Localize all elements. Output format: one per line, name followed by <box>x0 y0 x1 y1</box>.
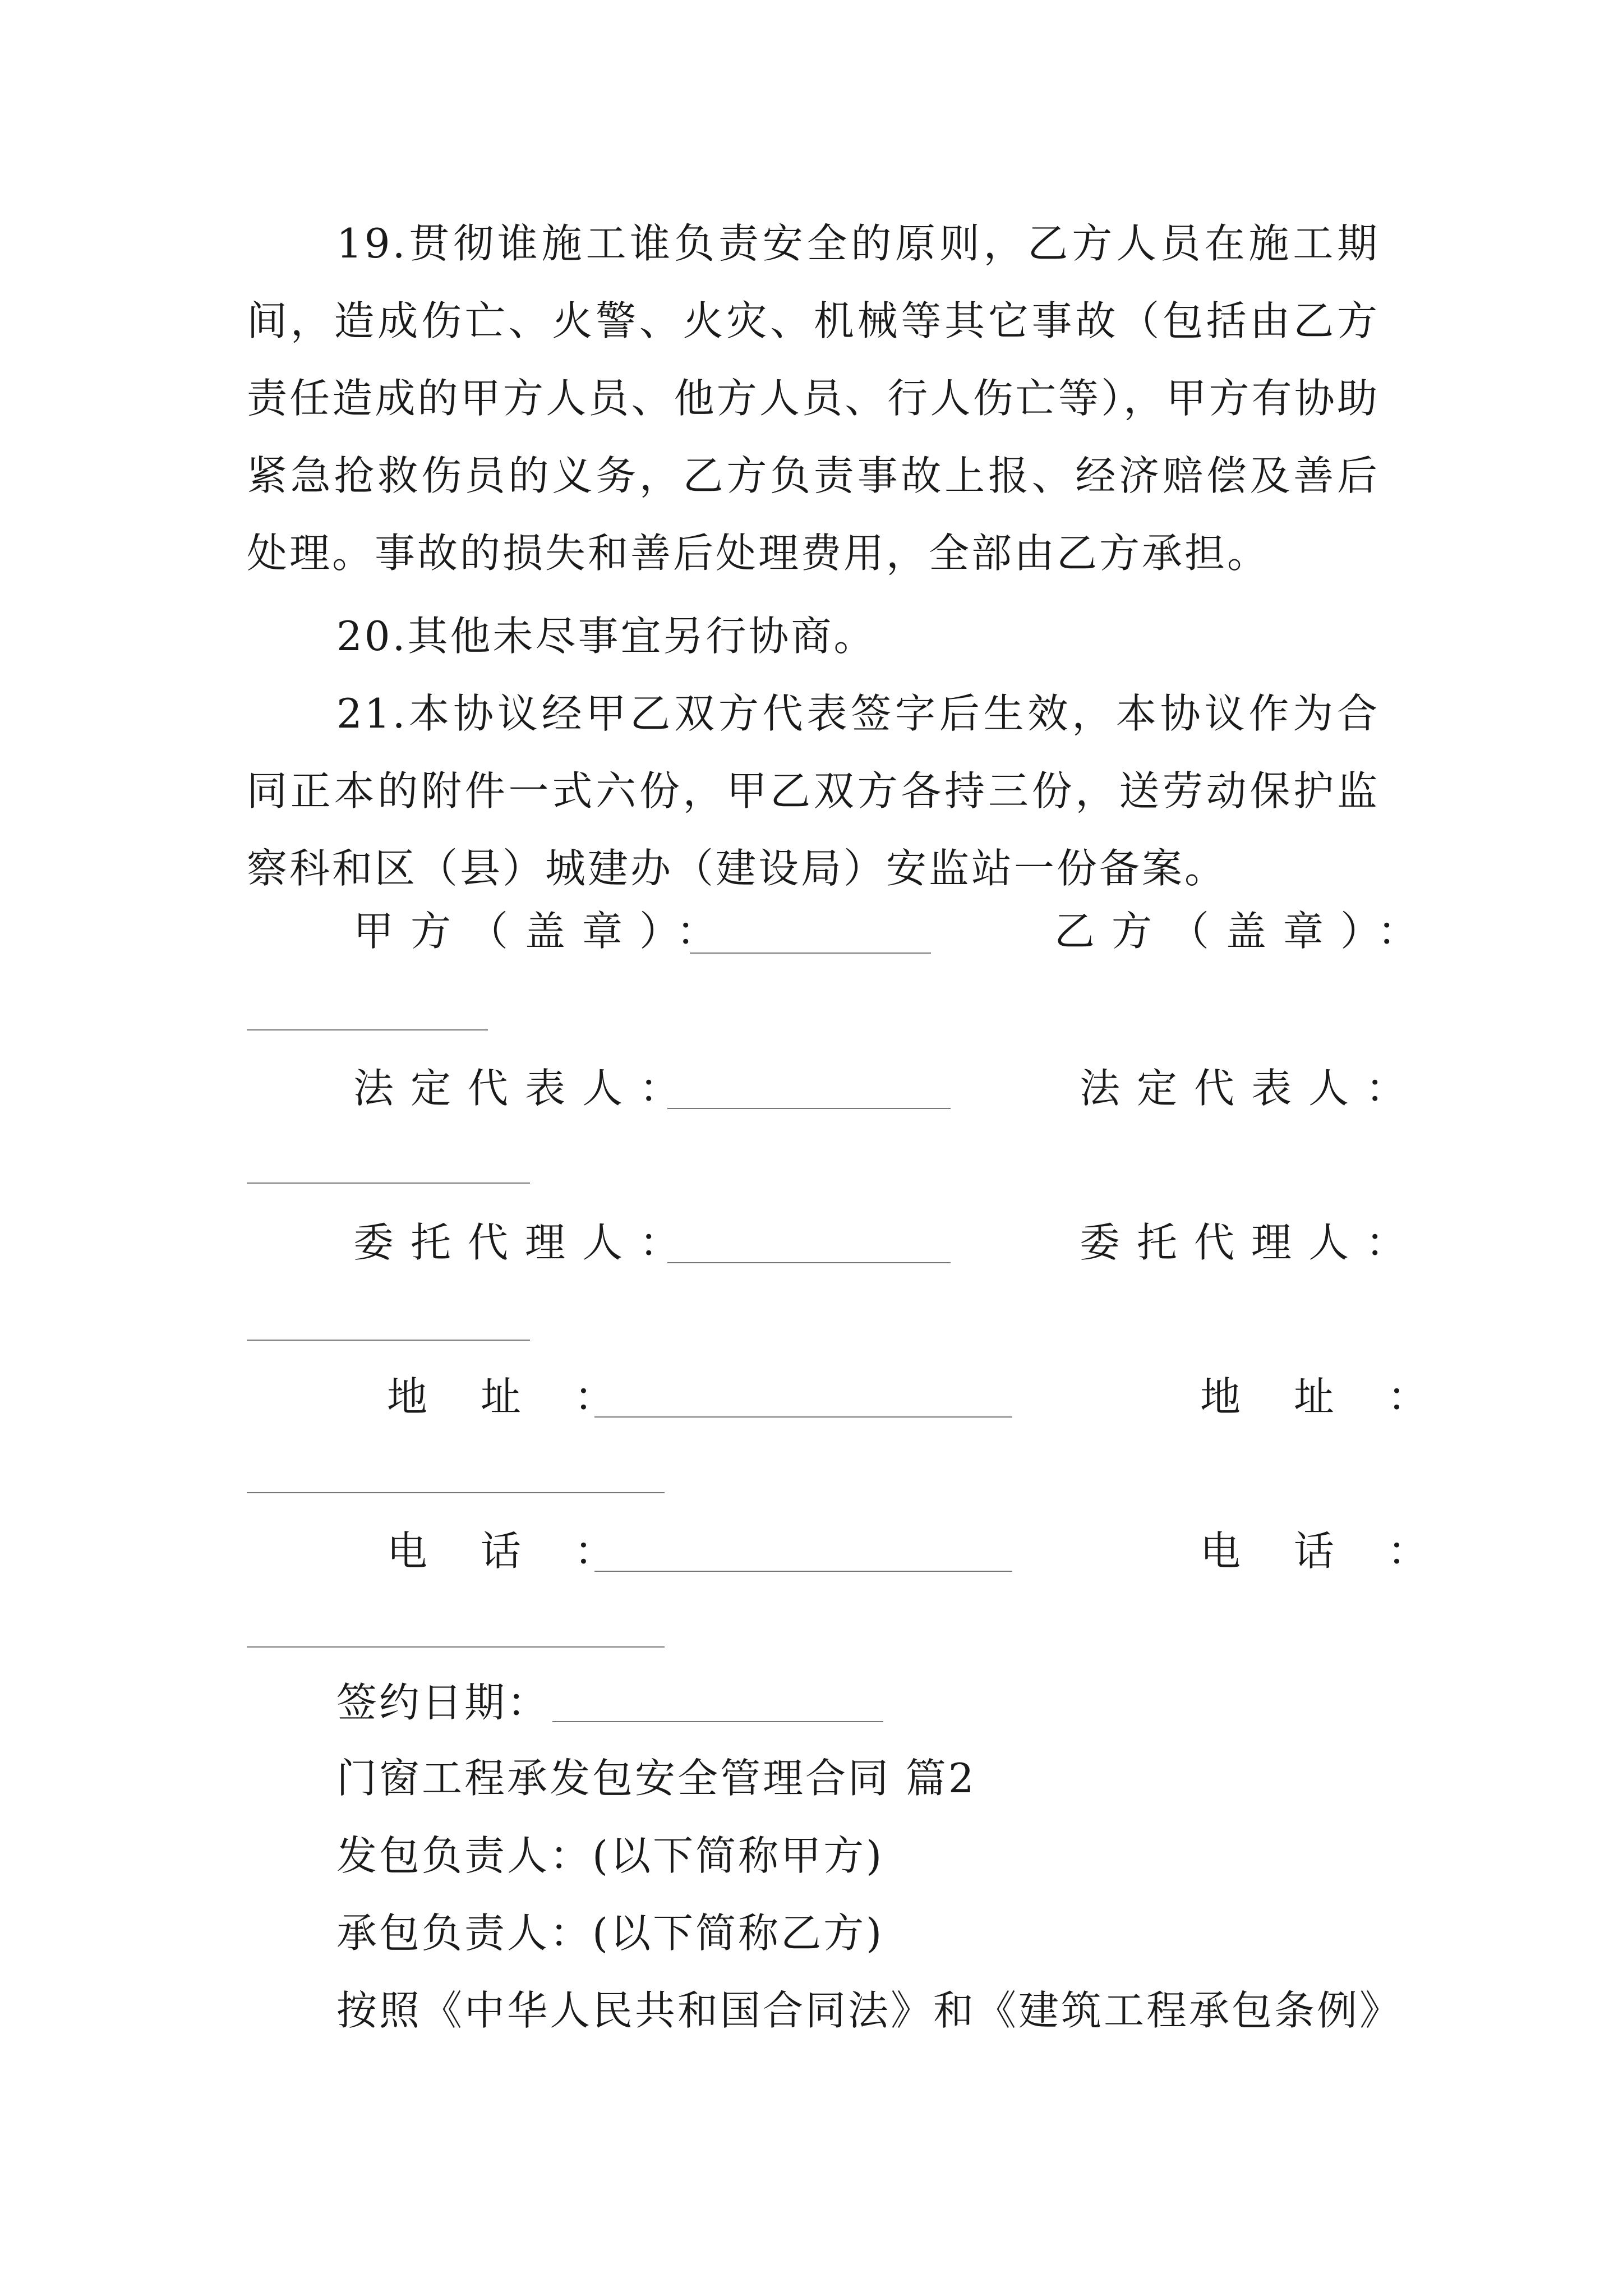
party-a-seal-label: 甲方（盖章）： <box>353 908 734 955</box>
party-b-agent-label: 委托代理人： <box>1080 1219 1423 1266</box>
party-b-agent-blank <box>247 1340 530 1341</box>
clause-20: 20.其他未尽事宜另行协商。 <box>336 613 877 660</box>
party-a-agent-label: 委托代理人： <box>353 1219 697 1266</box>
party-a-seal-blank <box>690 953 931 954</box>
section-title: 门窗工程承发包安全管理合同 篇2 <box>336 1755 976 1802</box>
party-b-address-label: 地 址 ： <box>1200 1373 1448 1420</box>
party-b-phone-label: 电 话 ： <box>1200 1527 1448 1575</box>
contractor-line: 承包负责人：(以下简称乙方) <box>336 1910 884 1957</box>
sign-date-label: 签约日期： <box>336 1679 550 1726</box>
party-a-rep-label: 法定代表人： <box>353 1065 697 1112</box>
party-a-address-label: 地 址 ： <box>387 1373 635 1420</box>
party-b-rep-label: 法定代表人： <box>1080 1065 1423 1112</box>
sign-date-blank <box>552 1721 883 1722</box>
employer-line: 发包负责人：(以下简称甲方) <box>336 1832 884 1879</box>
party-a-phone-blank <box>594 1571 1012 1572</box>
party-b-address-blank <box>247 1492 665 1493</box>
party-b-phone-blank <box>247 1646 665 1648</box>
party-b-seal-label: 乙方（盖章）： <box>1054 908 1435 955</box>
clause-19: 19.贯彻谁施工谁负责安全的原则，乙方人员在施工期间，造成伤亡、火警、火灾、机械等其它事故（包括由乙方责任造成的甲方人员、他方人员、行人伤亡等），甲方有协助紧急抢救伤员的义务，乙方负责事故上报、经济赔偿及善后处理。事故的损失和善后处理费用，全部由乙方承担。 <box>247 220 1380 577</box>
party-a-address-blank <box>594 1416 1012 1418</box>
clause-21: 21.本协议经甲乙双方代表签字后生效，本协议作为合同正本的附件一式六份，甲乙双方各持三份，送劳动保护监察科和区（县）城建办（建设局）安监站一份备案。 <box>247 690 1380 892</box>
intro-line: 按照《中华人民共和国合同法》和《建筑工程承包条例》 <box>336 1987 1403 2034</box>
party-a-rep-blank <box>667 1108 951 1109</box>
party-a-agent-blank <box>667 1262 951 1263</box>
party-b-seal-blank <box>247 1029 488 1030</box>
party-a-phone-label: 电 话 ： <box>387 1527 635 1575</box>
party-b-rep-blank <box>247 1182 530 1184</box>
